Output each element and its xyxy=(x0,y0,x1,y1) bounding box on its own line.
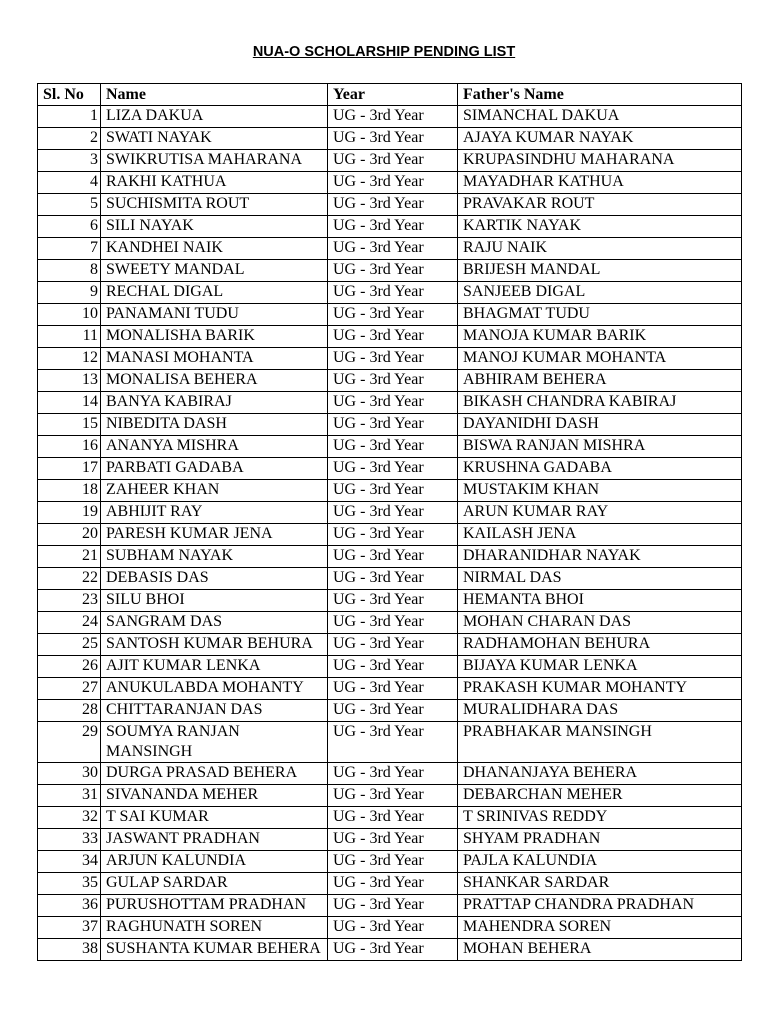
row-year: UG - 3rd Year xyxy=(328,656,458,678)
row-name: SUBHAM NAYAK xyxy=(101,546,328,568)
row-name: ANUKULABDA MOHANTY xyxy=(101,678,328,700)
row-fathers-name: PAJLA KALUNDIA xyxy=(458,851,742,873)
header-sl-no: Sl. No xyxy=(38,84,101,106)
row-sl-no: 33 xyxy=(38,829,101,851)
row-fathers-name: ABHIRAM BEHERA xyxy=(458,370,742,392)
row-fathers-name: MOHAN BEHERA xyxy=(458,939,742,961)
row-name: ZAHEER KHAN xyxy=(101,480,328,502)
table-row xyxy=(38,851,742,873)
row-year: UG - 3rd Year xyxy=(328,480,458,502)
row-name: AJIT KUMAR LENKA xyxy=(101,656,328,678)
row-name: ARJUN KALUNDIA xyxy=(101,851,328,873)
row-name: SILU BHOI xyxy=(101,590,328,612)
row-name: GULAP SARDAR xyxy=(101,873,328,895)
row-fathers-name: KAILASH JENA xyxy=(458,524,742,546)
table-row xyxy=(38,568,742,590)
header-fathers-name: Father's Name xyxy=(458,84,742,106)
row-sl-no: 17 xyxy=(38,458,101,480)
row-year: UG - 3rd Year xyxy=(328,678,458,700)
row-fathers-name: BRIJESH MANDAL xyxy=(458,260,742,282)
row-name: BANYA KABIRAJ xyxy=(101,392,328,414)
row-sl-no: 24 xyxy=(38,612,101,634)
table-row xyxy=(38,895,742,917)
row-sl-no: 34 xyxy=(38,851,101,873)
table-row xyxy=(38,917,742,939)
row-sl-no: 29 xyxy=(38,722,101,763)
table-row xyxy=(38,700,742,722)
row-name: KANDHEI NAIK xyxy=(101,238,328,260)
row-name: MANASI MOHANTA xyxy=(101,348,328,370)
table-row xyxy=(38,656,742,678)
row-name: PARESH KUMAR JENA xyxy=(101,524,328,546)
row-sl-no: 3 xyxy=(38,150,101,172)
row-name: PARBATI GADABA xyxy=(101,458,328,480)
row-year: UG - 3rd Year xyxy=(328,436,458,458)
row-sl-no: 2 xyxy=(38,128,101,150)
row-fathers-name: MOHAN CHARAN DAS xyxy=(458,612,742,634)
row-name: SILI NAYAK xyxy=(101,216,328,238)
table-row xyxy=(38,590,742,612)
table-row xyxy=(38,458,742,480)
row-name: RECHAL DIGAL xyxy=(101,282,328,304)
table-row xyxy=(38,546,742,568)
row-sl-no: 21 xyxy=(38,546,101,568)
row-year: UG - 3rd Year xyxy=(328,326,458,348)
row-fathers-name: BISWA RANJAN MISHRA xyxy=(458,436,742,458)
row-year: UG - 3rd Year xyxy=(328,829,458,851)
table-row xyxy=(38,304,742,326)
row-year: UG - 3rd Year xyxy=(328,348,458,370)
row-name: DURGA PRASAD BEHERA xyxy=(101,763,328,785)
row-name: NIBEDITA DASH xyxy=(101,414,328,436)
scholarship-table xyxy=(37,83,742,961)
row-name: SANTOSH KUMAR BEHURA xyxy=(101,634,328,656)
header-year: Year xyxy=(328,84,458,106)
row-year: UG - 3rd Year xyxy=(328,851,458,873)
row-year: UG - 3rd Year xyxy=(328,873,458,895)
table-row xyxy=(38,807,742,829)
table-row xyxy=(38,634,742,656)
row-year: UG - 3rd Year xyxy=(328,612,458,634)
row-fathers-name: SIMANCHAL DAKUA xyxy=(458,106,742,128)
row-fathers-name: HEMANTA BHOI xyxy=(458,590,742,612)
row-sl-no: 7 xyxy=(38,238,101,260)
row-fathers-name: DEBARCHAN MEHER xyxy=(458,785,742,807)
row-sl-no: 27 xyxy=(38,678,101,700)
row-year: UG - 3rd Year xyxy=(328,700,458,722)
row-fathers-name: MANOJ KUMAR MOHANTA xyxy=(458,348,742,370)
row-name: MONALISA BEHERA xyxy=(101,370,328,392)
row-fathers-name: NIRMAL DAS xyxy=(458,568,742,590)
row-sl-no: 15 xyxy=(38,414,101,436)
row-fathers-name: RADHAMOHAN BEHURA xyxy=(458,634,742,656)
row-name: JASWANT PRADHAN xyxy=(101,829,328,851)
row-sl-no: 20 xyxy=(38,524,101,546)
row-year: UG - 3rd Year xyxy=(328,546,458,568)
header-name: Name xyxy=(101,84,328,106)
row-fathers-name: ARUN KUMAR RAY xyxy=(458,502,742,524)
table-row xyxy=(38,392,742,414)
row-name: SANGRAM DAS xyxy=(101,612,328,634)
row-name: RAKHI KATHUA xyxy=(101,172,328,194)
row-year: UG - 3rd Year xyxy=(328,895,458,917)
row-fathers-name: PRABHAKAR MANSINGH xyxy=(458,722,742,763)
row-fathers-name: MAHENDRA SOREN xyxy=(458,917,742,939)
row-fathers-name: PRAKASH KUMAR MOHANTY xyxy=(458,678,742,700)
row-fathers-name: BHAGMAT TUDU xyxy=(458,304,742,326)
row-fathers-name: BIKASH CHANDRA KABIRAJ xyxy=(458,392,742,414)
row-year: UG - 3rd Year xyxy=(328,194,458,216)
row-name: SUCHISMITA ROUT xyxy=(101,194,328,216)
table-row xyxy=(38,282,742,304)
row-sl-no: 8 xyxy=(38,260,101,282)
row-year: UG - 3rd Year xyxy=(328,722,458,763)
row-year: UG - 3rd Year xyxy=(328,917,458,939)
row-name: SWEETY MANDAL xyxy=(101,260,328,282)
row-year: UG - 3rd Year xyxy=(328,634,458,656)
row-name: ABHIJIT RAY xyxy=(101,502,328,524)
row-sl-no: 6 xyxy=(38,216,101,238)
row-year: UG - 3rd Year xyxy=(328,502,458,524)
table-row xyxy=(38,194,742,216)
row-sl-no: 14 xyxy=(38,392,101,414)
row-fathers-name: RAJU NAIK xyxy=(458,238,742,260)
row-sl-no: 5 xyxy=(38,194,101,216)
row-name: SWATI NAYAK xyxy=(101,128,328,150)
row-sl-no: 22 xyxy=(38,568,101,590)
row-name: SIVANANDA MEHER xyxy=(101,785,328,807)
row-name: SOUMYA RANJAN MANSINGH xyxy=(101,722,328,763)
row-year: UG - 3rd Year xyxy=(328,590,458,612)
row-fathers-name: KRUSHNA GADABA xyxy=(458,458,742,480)
table-row xyxy=(38,414,742,436)
row-fathers-name: DHARANIDHAR NAYAK xyxy=(458,546,742,568)
row-sl-no: 4 xyxy=(38,172,101,194)
row-fathers-name: BIJAYA KUMAR LENKA xyxy=(458,656,742,678)
row-fathers-name: AJAYA KUMAR NAYAK xyxy=(458,128,742,150)
row-fathers-name: DHANANJAYA BEHERA xyxy=(458,763,742,785)
row-name: DEBASIS DAS xyxy=(101,568,328,590)
row-year: UG - 3rd Year xyxy=(328,785,458,807)
table-row xyxy=(38,216,742,238)
row-fathers-name: KARTIK NAYAK xyxy=(458,216,742,238)
row-sl-no: 36 xyxy=(38,895,101,917)
row-fathers-name: PRAVAKAR ROUT xyxy=(458,194,742,216)
row-name: SUSHANTA KUMAR BEHERA xyxy=(101,939,328,961)
row-year: UG - 3rd Year xyxy=(328,414,458,436)
row-fathers-name: MUSTAKIM KHAN xyxy=(458,480,742,502)
row-sl-no: 19 xyxy=(38,502,101,524)
table-row xyxy=(38,172,742,194)
row-sl-no: 1 xyxy=(38,106,101,128)
row-year: UG - 3rd Year xyxy=(328,524,458,546)
table-row xyxy=(38,829,742,851)
table-row xyxy=(38,678,742,700)
row-sl-no: 32 xyxy=(38,807,101,829)
table-header-row xyxy=(38,84,742,106)
row-sl-no: 13 xyxy=(38,370,101,392)
row-fathers-name: SHANKAR SARDAR xyxy=(458,873,742,895)
row-sl-no: 37 xyxy=(38,917,101,939)
row-fathers-name: MAYADHAR KATHUA xyxy=(458,172,742,194)
table-row xyxy=(38,524,742,546)
table-row xyxy=(38,502,742,524)
row-fathers-name: SHYAM PRADHAN xyxy=(458,829,742,851)
row-sl-no: 38 xyxy=(38,939,101,961)
row-sl-no: 11 xyxy=(38,326,101,348)
row-sl-no: 18 xyxy=(38,480,101,502)
row-year: UG - 3rd Year xyxy=(328,128,458,150)
table-row xyxy=(38,722,742,763)
row-name: MONALISHA BARIK xyxy=(101,326,328,348)
row-sl-no: 25 xyxy=(38,634,101,656)
row-fathers-name: T SRINIVAS REDDY xyxy=(458,807,742,829)
row-year: UG - 3rd Year xyxy=(328,282,458,304)
row-year: UG - 3rd Year xyxy=(328,370,458,392)
row-sl-no: 12 xyxy=(38,348,101,370)
row-sl-no: 30 xyxy=(38,763,101,785)
row-year: UG - 3rd Year xyxy=(328,172,458,194)
row-year: UG - 3rd Year xyxy=(328,106,458,128)
row-sl-no: 31 xyxy=(38,785,101,807)
row-year: UG - 3rd Year xyxy=(328,568,458,590)
row-sl-no: 23 xyxy=(38,590,101,612)
table-row xyxy=(38,128,742,150)
table-row xyxy=(38,106,742,128)
row-fathers-name: MURALIDHARA DAS xyxy=(458,700,742,722)
row-fathers-name: MANOJA KUMAR BARIK xyxy=(458,326,742,348)
row-year: UG - 3rd Year xyxy=(328,939,458,961)
row-name: ANANYA MISHRA xyxy=(101,436,328,458)
table-row xyxy=(38,480,742,502)
row-year: UG - 3rd Year xyxy=(328,150,458,172)
table-row xyxy=(38,150,742,172)
row-name: RAGHUNATH SOREN xyxy=(101,917,328,939)
row-sl-no: 35 xyxy=(38,873,101,895)
table-row xyxy=(38,873,742,895)
row-sl-no: 16 xyxy=(38,436,101,458)
row-year: UG - 3rd Year xyxy=(328,763,458,785)
row-fathers-name: DAYANIDHI DASH xyxy=(458,414,742,436)
table-row xyxy=(38,370,742,392)
row-year: UG - 3rd Year xyxy=(328,216,458,238)
row-name: PURUSHOTTAM PRADHAN xyxy=(101,895,328,917)
table-row xyxy=(38,260,742,282)
table-row xyxy=(38,785,742,807)
table-row xyxy=(38,612,742,634)
row-sl-no: 10 xyxy=(38,304,101,326)
table-row xyxy=(38,436,742,458)
row-year: UG - 3rd Year xyxy=(328,807,458,829)
row-year: UG - 3rd Year xyxy=(328,458,458,480)
row-name: PANAMANI TUDU xyxy=(101,304,328,326)
row-fathers-name: PRATTAP CHANDRA PRADHAN xyxy=(458,895,742,917)
table-row xyxy=(38,348,742,370)
row-sl-no: 26 xyxy=(38,656,101,678)
document-title: NUA-O SCHOLARSHIP PENDING LIST xyxy=(252,44,516,60)
row-name: T SAI KUMAR xyxy=(101,807,328,829)
row-name: CHITTARANJAN DAS xyxy=(101,700,328,722)
row-name: SWIKRUTISA MAHARANA xyxy=(101,150,328,172)
table-row xyxy=(38,939,742,961)
row-sl-no: 28 xyxy=(38,700,101,722)
row-year: UG - 3rd Year xyxy=(328,392,458,414)
row-fathers-name: KRUPASINDHU MAHARANA xyxy=(458,150,742,172)
row-name: LIZA DAKUA xyxy=(101,106,328,128)
table-row xyxy=(38,326,742,348)
row-year: UG - 3rd Year xyxy=(328,304,458,326)
row-fathers-name: SANJEEB DIGAL xyxy=(458,282,742,304)
table-row xyxy=(38,238,742,260)
row-year: UG - 3rd Year xyxy=(328,238,458,260)
row-sl-no: 9 xyxy=(38,282,101,304)
table-row xyxy=(38,763,742,785)
row-year: UG - 3rd Year xyxy=(328,260,458,282)
